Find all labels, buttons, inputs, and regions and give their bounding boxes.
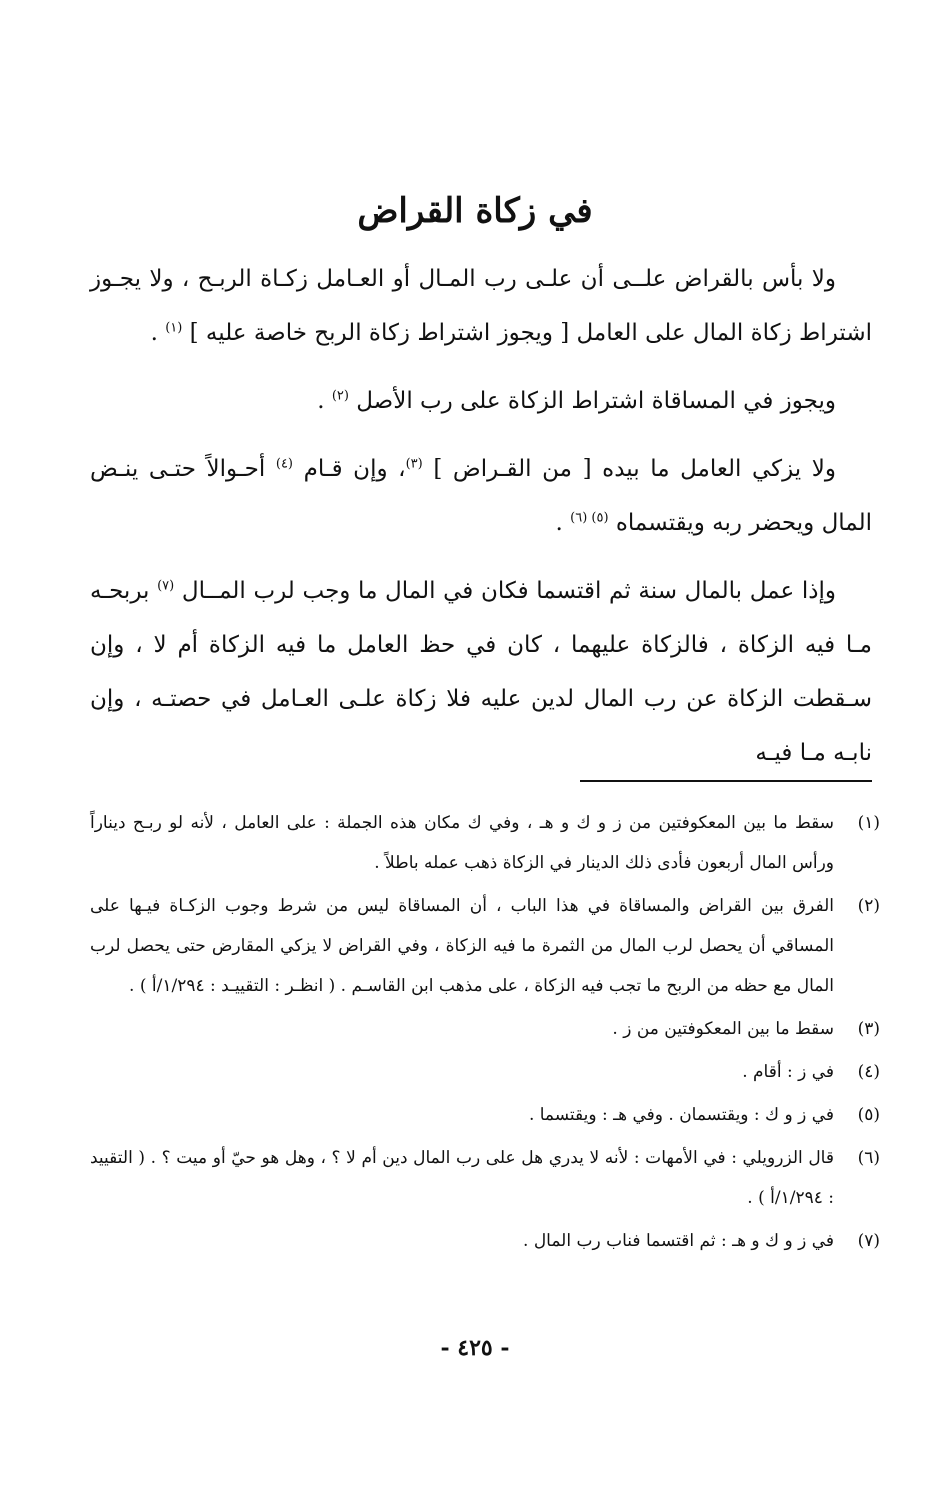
footnote-text: سقط ما بين المعكوفتين من ز و ك و هـ ، وفي ك مكان هذه الجملة : على العامل ، لأنه لو ربـح ديناراً ورأس المال أربعون فأدى ذلك الدينار في الزكاة ذهب عمله باطلاً . (90, 813, 834, 873)
footnote-text: في ز و ك : ويقتسمان . وفي هـ : ويقتسما . (528, 1105, 834, 1125)
main-text (90, 252, 872, 794)
paragraph-text: بربحـه مـا فيه الزكاة ، فالزكاة عليهما ، كان في حظ العامل ما فيه الزكاة أم لا ، وإن سـقطت الزكاة عن رب المال لدين عليه فلا زكاة علـى العـامل في حصتـه ، وإن نابـه مـا فيـه (90, 578, 872, 766)
footnote-reference: (٤) (275, 456, 293, 472)
paragraph-text: . (317, 388, 332, 414)
footnote-number: (٥) (857, 1105, 880, 1125)
paragraph-text: ، وإن قـام (293, 456, 406, 482)
paragraph-text: ولا بأس بالقراض علــى أن علـى رب المـال أو العـامل زكـاة الربـح ، ولا يجـوز اشتراط زكاة المال على العامل [ ويجوز اشتراط زكاة الربح خاصة عليه ] (90, 266, 872, 346)
footnote-text: في ز : أقام . (742, 1062, 834, 1082)
footnote-number: (٢) (857, 896, 880, 916)
footnote-number: (٦) (857, 1148, 880, 1168)
paragraph (90, 252, 872, 360)
paragraph (90, 442, 872, 550)
footnotes (90, 803, 880, 1264)
footnote-reference: (١) (165, 320, 183, 336)
footnote-text: الفرق بين القراض والمساقاة في هذا الباب ، أن المساقاة ليس من شرط وجوب الزكـاة فيـها على المساقي أن يحصل لرب المال من الثمرة ما فيه الزكاة ، وفي القراض لا يزكي المقارض حتى يحصل لرب المال مع حظه من الربح ما تجب فيه الزكاة ، على مذهب ابن القاسـم . ( انظـر : التقييـد : ١/٢٩٤/أ ) . (90, 896, 834, 996)
footnote (90, 803, 880, 883)
footnote-number: (٤) (857, 1062, 880, 1082)
paragraph-text: . (150, 320, 166, 346)
paragraph (90, 374, 872, 428)
page-number: - ٤٢٥ - (440, 1335, 510, 1361)
footnote-divider (580, 780, 872, 782)
footnote-reference: (٢) (331, 388, 349, 404)
footnote-number: (١) (857, 813, 880, 833)
footnote (90, 1221, 880, 1261)
footnote (90, 1052, 880, 1092)
footnote (90, 1095, 880, 1135)
footnote-number: (٧) (857, 1231, 880, 1251)
footnote-reference: (٣) (405, 456, 423, 472)
page-title: في زكاة القراض (357, 191, 593, 231)
footnote-number: (٣) (857, 1019, 880, 1039)
footnote-text: قال الزرويلي : في الأمهات : لأنه لا يدري هل على رب المال دين أم لا ؟ ، وهل هو حيّ أو ميت ؟ . ( التقييد : ١/٢٩٤/أ ) . (90, 1148, 834, 1208)
footnote-reference: (٥) (٦) (570, 510, 609, 526)
paragraph-text: . (555, 510, 571, 536)
footnote (90, 1138, 880, 1218)
footnote-reference: (٧) (157, 578, 175, 594)
footnote (90, 886, 880, 1006)
paragraph-text: ولا يزكي العامل ما بيده [ من القـراض ] (422, 456, 837, 482)
footnote-text: في ز و ك و هـ : ثم اقتسما فناب رب المال . (523, 1231, 834, 1251)
paragraph (90, 564, 872, 780)
paragraph-text: وإذا عمل بالمال سنة ثم اقتسما فكان في المال ما وجب لرب المــال (174, 578, 836, 604)
paragraph-text: أحـوالاً حتـى ينـض المال ويحضر ربه ويقتسماه (90, 456, 872, 536)
footnote-text: سقط ما بين المعكوفتين من ز . (612, 1019, 834, 1039)
footnote (90, 1009, 880, 1049)
paragraph-text: ويجوز في المساقاة اشتراط الزكاة على رب الأصل (348, 388, 836, 414)
